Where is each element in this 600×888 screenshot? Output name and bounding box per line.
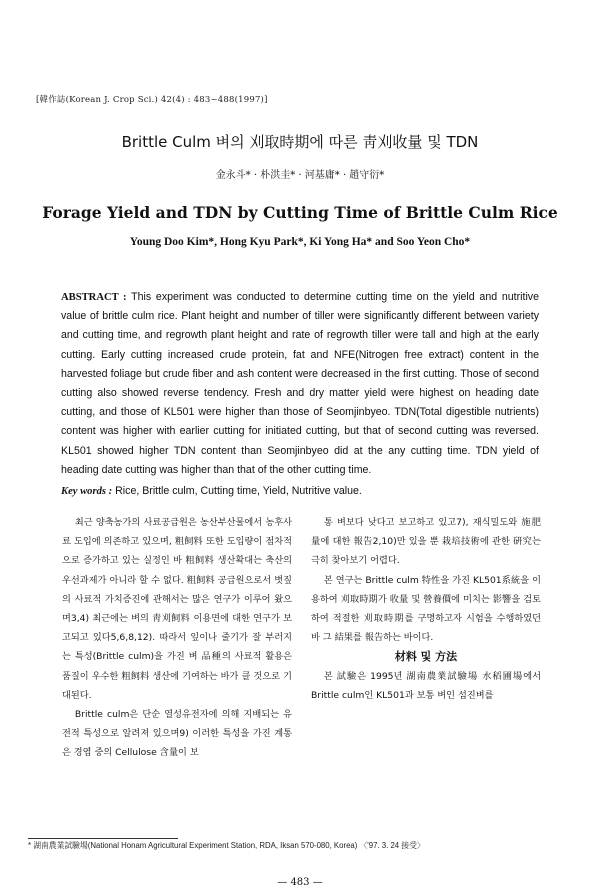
keywords-label: Key words : <box>61 486 113 497</box>
section-heading-methods: 材料 및 方法 <box>394 650 458 664</box>
keywords-text: Rice, Brittle culm, Cutting time, Yield, Nutritive value. <box>112 485 362 497</box>
korean-authors: 金永斗* · 朴洪圭* · 河基庸* · 趙守衍* <box>215 170 385 181</box>
intro-paragraph-2: Brittle culm은 단순 열성유전자에 의해 지배되는 유전적 특성으로 알려져 있으며9) 이러한 특성을 가진 계통은 경엽 중의 Cellulose 含量이 보 <box>62 709 292 759</box>
abstract-label: ABSTRACT : <box>61 292 127 303</box>
korean-title: Brittle Culm 벼의 刈取時期에 따른 靑刈收量 및 TDN <box>121 133 479 151</box>
keywords <box>61 485 539 497</box>
affiliation-footnote: * 湖南農業試驗場(National Honam Agricultural Experiment Station, RDA, Iksan 570-080, Korea) 〈'97. 3. 24 接受〉 <box>28 841 425 850</box>
english-authors: Young Doo Kim*, Hong Kyu Park*, Ki Yong Ha* and Soo Yeon Cho* <box>129 236 471 248</box>
methods-paragraph-1: 본 試驗은 1995년 湖南農業試驗場 水稻圃場에서 Brittle culm인 KL501과 보통 벼인 섬진벼를 <box>311 670 541 701</box>
body-column-right <box>311 513 541 705</box>
intro-paragraph-4: 본 연구는 Brittle culm 特性을 가진 KL501系統을 이용하여 刈取時期가 收量 및 營養價에 미치는 影響을 검토하여 적절한 刈取時期를 구명하고자 시험을 수행하였던 바 그 結果를 報告하는 바이다. <box>311 574 541 644</box>
english-title: Forage Yield and TDN by Cutting Time of Brittle Culm Rice <box>42 203 558 222</box>
body-column-left <box>62 513 292 763</box>
page-number: — 483 — <box>277 877 323 888</box>
abstract-text: This experiment was conducted to determine cutting time on the yield and nutritive value of brittle culm rice. Plant height and number of tiller were significantly different between variety and cutting time, and regrowth plant height and rate of regrowth tiller were tall and high at the early cutting. Early cutting increased crude protein, fat and NFE(Nitrogen free extract) content in the harvested foliage but crude fiber and ash content were decreased in the first cutting. Those of second cutting also showed reverse tendency. Fresh and dry matter yield were highest on heading date cutting, and those of KL501 were higher than those of Seomjinbyeo. TDN(Total digestible nutrients) content was higher with earlier cutting for initiated cutting, but that of second cutting was reversed. KL501 showed higher TDN content than Seomjinbyeo did at the any cutting time. TDN yield of heading date cutting was higher than that of the other cutting time. <box>61 291 539 476</box>
abstract <box>61 288 539 480</box>
intro-paragraph-3: 통 벼보다 낮다고 보고하고 있고7), 재식밀도와 施肥量에 대한 報告2,10)만 있을 뿐 栽培技術에 관한 硏究는 극히 찾아보기 어렵다. <box>311 517 541 567</box>
journal-citation: [韓作誌(Korean J. Crop Sci.) 42(4) : 483~488(1997)] <box>36 95 268 105</box>
intro-paragraph-1: 최근 양축농가의 사료공급원은 농산부산물에서 농후사료 도입에 의존하고 있으며, 粗飼料 또한 도입량이 점차적으로 증가하고 있는 실정인 바 粗飼料 생산확대는 축산의 우선과제가 아니라 할 수 없다. 粗飼料 공급원으로서 볏짚의 사료적 가치증진에 관해서는 많은 연구가 이루어 왔으며3,4) 최근에는 벼의 靑刈飼料 이용면에 대한 연구가 보고되고 있다5,6,8,12). 따라서 잎이나 줄기가 잘 부러지는 특성(Brittle culm)을 가진 벼 品種의 사료적 활용은 품질이 우수한 粗飼料 생산에 기여하는 바가 클 것으로 기대된다. <box>62 517 292 701</box>
footnote-divider <box>28 838 178 839</box>
